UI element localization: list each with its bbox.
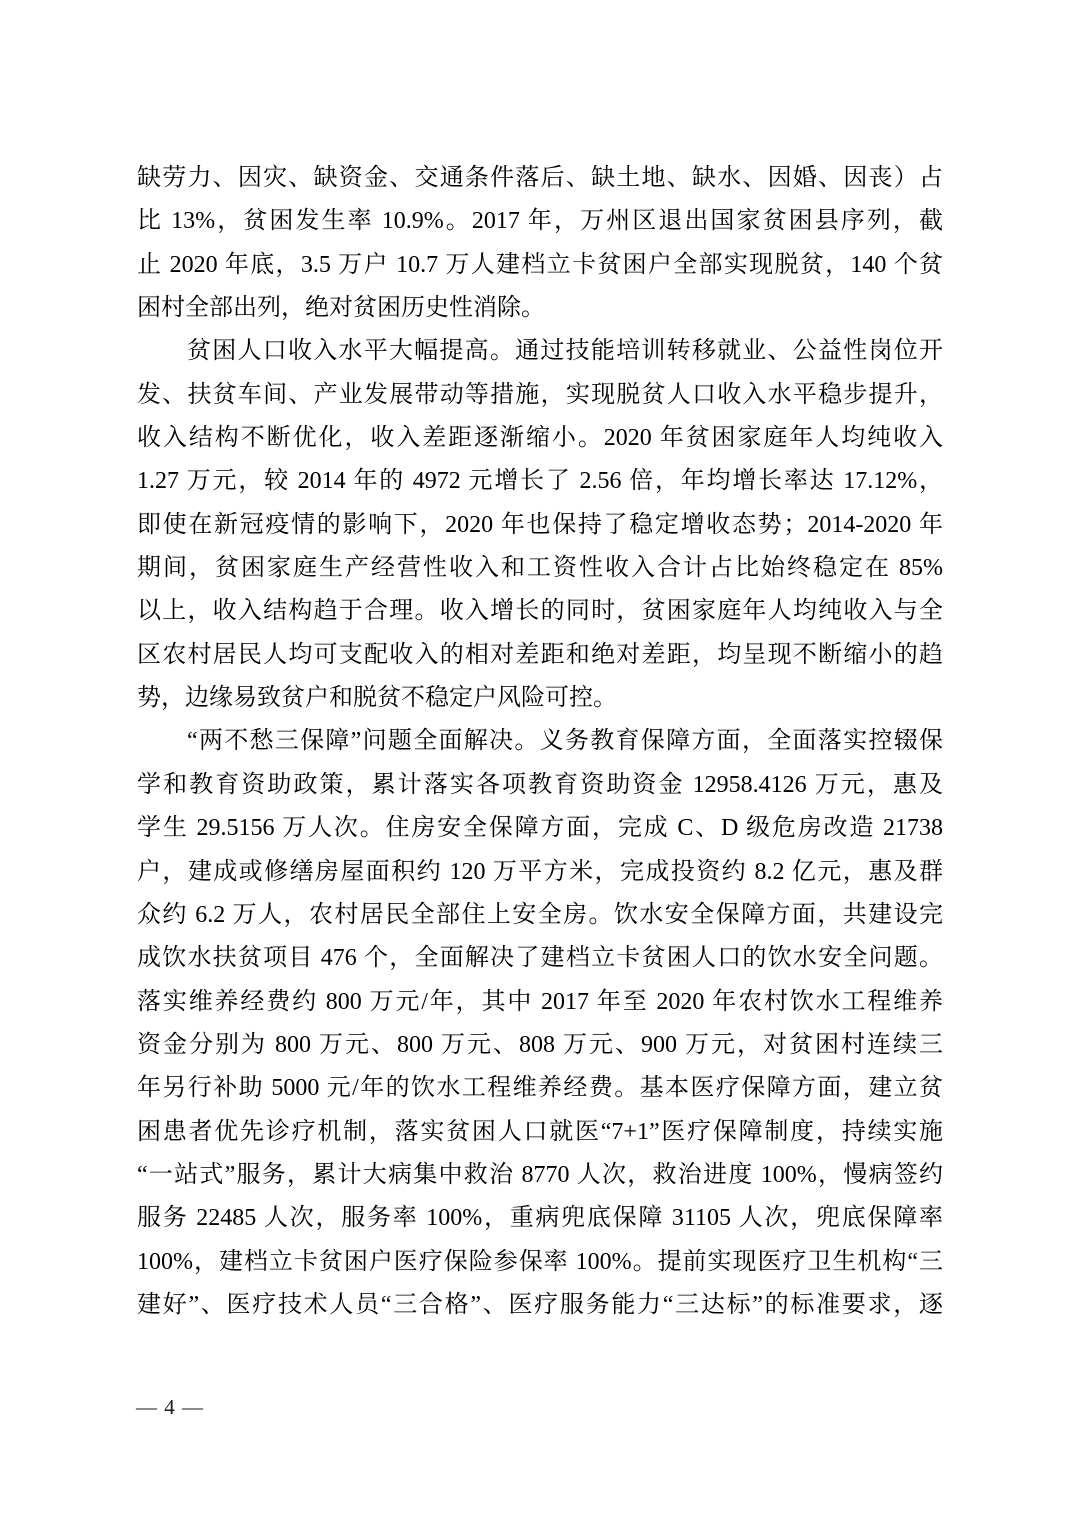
text-line: 困患者优先诊疗机制，落实贫困人口就医“7+1”医疗保障制度，持续实施: [137, 1118, 943, 1145]
text-line: 收入结构不断优化，收入差距逐渐缩小。2020 年贫困家庭年人均纯收入: [137, 425, 943, 452]
text-line: 落实维养经费约 800 万元/年，其中 2017 年至 2020 年农村饮水工程维养: [137, 988, 943, 1015]
text-line: 建好”、医疗技术人员“三合格”、医疗服务能力“三达标”的标准要求，逐: [137, 1291, 943, 1318]
text-line: 学和教育资助政策，累计落实各项教育资助资金 12958.4126 万元，惠及: [137, 771, 943, 798]
text-line: 众约 6.2 万人，农村居民全部住上安全房。饮水安全保障方面，共建设完: [137, 901, 943, 928]
text-line: 发、扶贫车间、产业发展带动等措施，实现脱贫人口收入水平稳步提升，: [137, 381, 943, 408]
text-line: 困村全部出列，绝对贫困历史性消除。: [137, 295, 545, 322]
text-line: 成饮水扶贫项目 476 个，全面解决了建档立卡贫困人口的饮水安全问题。: [137, 945, 943, 972]
paragraph-overflow-intro: [137, 157, 943, 330]
text-line: 年另行补助 5000 元/年的饮水工程维养经费。基本医疗保障方面，建立贫: [137, 1075, 943, 1102]
text-line: 服务 22485 人次，服务率 100%，重病兜底保障 31105 人次，兜底保障率: [137, 1205, 943, 1232]
text-line: 势，边缘易致贫户和脱贫不稳定户风险可控。: [137, 685, 617, 712]
text-line: 以上，收入结构趋于合理。收入增长的同时，贫困家庭年人均纯收入与全: [137, 598, 943, 625]
text-line: 资金分别为 800 万元、800 万元、808 万元、900 万元，对贫困村连续三: [137, 1031, 943, 1058]
document-text: [137, 157, 943, 1327]
text-line: 止 2020 年底，3.5 万户 10.7 万人建档立卡贫困户全部实现脱贫，140 个贫: [137, 251, 943, 278]
text-line: 贫困人口收入水平大幅提高。通过技能培训转移就业、公益性岗位开: [187, 338, 943, 365]
text-line: 缺劳力、因灾、缺资金、交通条件落后、缺土地、缺水、因婚、因丧）占: [137, 165, 943, 191]
text-line: 1.27 万元，较 2014 年的 4972 元增长了 2.56 倍，年均增长率达 17.12%，: [137, 468, 943, 495]
page-number: — 4 —: [136, 1395, 204, 1419]
text-line: “一站式”服务，累计大病集中救治 8770 人次，救治进度 100%，慢病签约: [137, 1161, 943, 1188]
paragraph-income-growth: [137, 330, 943, 720]
text-line: 户，建成或修缮房屋面积约 120 万平方米，完成投资约 8.2 亿元，惠及群: [137, 858, 943, 885]
text-line: 区农村居民人均可支配收入的相对差距和绝对差距，均呈现不断缩小的趋: [137, 641, 943, 668]
text-line: 比 13%，贫困发生率 10.9%。2017 年，万州区退出国家贫困县序列，截: [137, 208, 943, 235]
text-line: 100%，建档立卡贫困户医疗保险参保率 100%。提前实现医疗卫生机构“三: [137, 1248, 943, 1275]
text-line: 期间，贫困家庭生产经营性收入和工资性收入合计占比始终稳定在 85%: [137, 555, 943, 582]
text-line: 即使在新冠疫情的影响下，2020 年也保持了稳定增收态势；2014-2020 年: [137, 511, 943, 538]
paragraph-three-guarantees: [137, 720, 943, 1327]
text-line: 学生 29.5156 万人次。住房安全保障方面，完成 C、D 级危房改造 21738: [137, 815, 943, 842]
text-line: “两不愁三保障”问题全面解决。义务教育保障方面，全面落实控辍保: [187, 728, 943, 755]
